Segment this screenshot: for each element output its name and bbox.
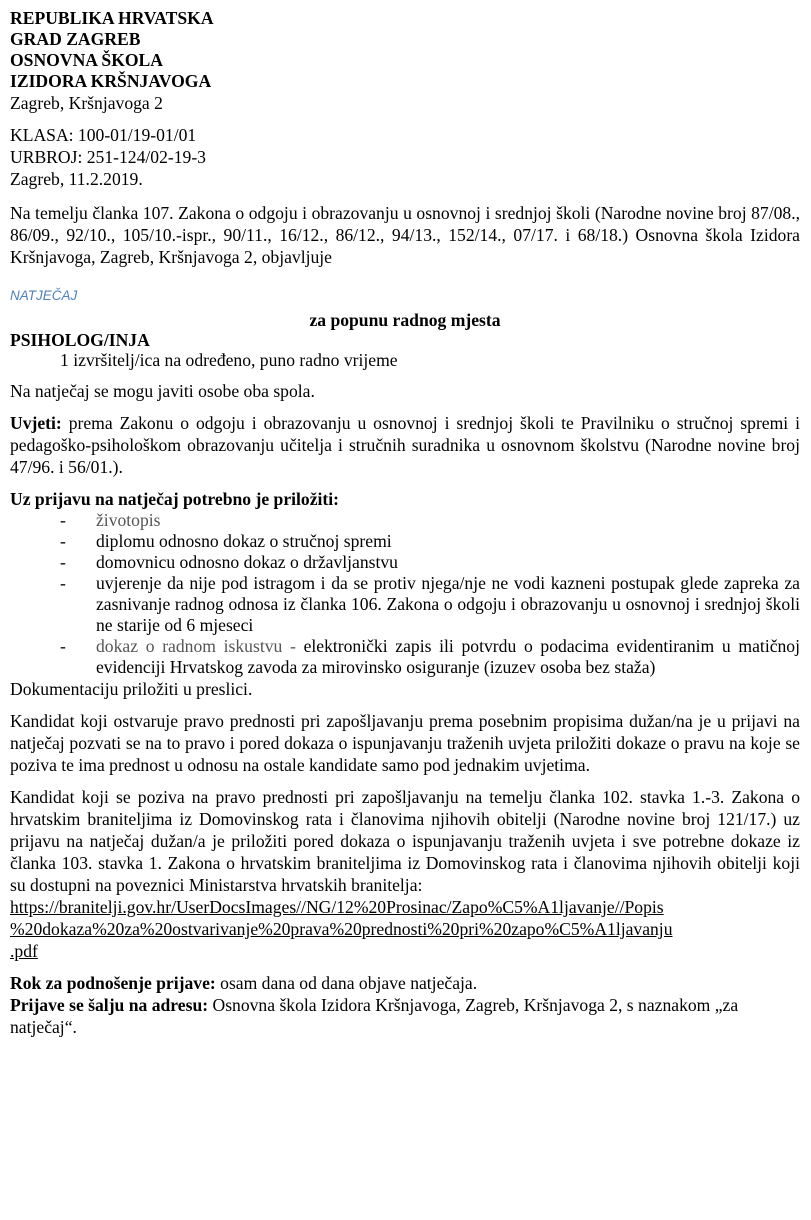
link-line[interactable]: https://branitelji.gov.hr/UserDocsImages//NG/12%20Prosinac/Zapo%C5%A1ljavanje//Popis [10,897,664,917]
deadline-label: Rok za podnošenje prijave: [10,973,216,993]
list-item-text: životopis [96,510,161,530]
dash-bullet: - [60,531,66,551]
list-item [10,531,800,552]
conditions-label: Uvjeti: [10,413,62,433]
list-item-text-gray: dokaz o radnom iskustvu - [96,636,296,656]
position-detail: 1 izvršitelj/ica na određeno, puno radno vrijeme [60,350,398,370]
subtitle: za popunu radnog mjesta [309,310,501,330]
list-item-text: diplomu odnosno dokaz o stručnoj spremi [96,531,392,551]
deadline-text: osam dana od dana objave natječaja. [215,973,478,993]
address-text: Osnovna škola Izidora Kršnjavoga, Zagreb, Kršnjavoga 2, s naznakom „za natječaj“. [10,995,739,1037]
reference-klasa: KLASA: 100-01/19-01/01 [10,125,197,145]
reference-urbroj: URBROJ: 251-124/02-19-3 [10,147,206,167]
address-paragraph [10,994,800,1038]
deadline-line [10,972,800,994]
dash-bullet: - [60,636,66,656]
link-line[interactable]: %20dokaza%20za%20ostvarivanje%20prava%20prednosti%20pri%20zapo%C5%A1ljavanju [10,919,673,939]
list-item-text: domovnicu odnosno dokaz o državljanstvu [96,552,398,572]
header-city: GRAD ZAGREB [10,29,141,49]
list-item [10,636,800,678]
copies-note: Dokumentaciju priložiti u preslici. [10,679,253,699]
reference-date: Zagreb, 11.2.2019. [10,169,143,189]
veterans-paragraph: Kandidat koji se poziva na pravo prednosti pri zapošljavanju na temelju članka 102. stavka 1.-3. Zakona o hrvatskim braniteljima iz Domovinskog rata i članovima njihovih obitelji (Narodne novine broj 121/17.) uz prijavu na natječaj dužan/a je priložiti pored dokaza o ispunjavanju traženih uvjeta i sve potrebne dokaze iz članka 103. stavka 1. Zakona o hrvatskim braniteljima iz Domovinskog rata i članovima njihovih obitelji koji su dostupni na poveznici Ministarstva hrvatskih branitelja: [10,787,800,895]
dash-bullet: - [60,552,66,572]
dash-bullet: - [60,510,66,530]
dash-bullet: - [60,573,66,593]
both-sexes-note: Na natječaj se mogu javiti osobe oba spola. [10,381,315,401]
header-school-type: OSNOVNA ŠKOLA [10,50,163,70]
list-item [10,573,800,636]
conditions-paragraph [10,412,800,478]
natjecaj-label: NATJEČAJ [10,288,78,303]
header-school-name: IZIDORA KRŠNJAVOGA [10,71,212,91]
list-item-text: elektronički zapis ili potvrdu o podacima evidentiranim u matičnoj evidenciji Hrvatskog zavoda za mirovinsko osiguranje (izuzev osoba bez staža) [96,636,800,677]
header-republic: REPUBLIKA HRVATSKA [10,8,214,28]
list-item-text: uvjerenje da nije pod istragom i da se protiv njega/nje ne vodi kazneni postupak glede zapreka za zasnivanje radnog odnosa iz članka 106. Zakona o odgoju i obrazovanju u osnovnoj i srednjoj školi ne starije od 6 mjeseci [96,573,800,635]
priority-paragraph: Kandidat koji ostvaruje pravo prednosti pri zapošljavanju prema posebnim propisima dužan/na je u prijavi na natječaj pozvati se na to pravo i pored dokaza o ispunjavanju traženih uvjeta priložiti dokaze o pravu na koje se poziva te ima prednost u odnosu na ostale kandidate samo pod jednakim uvjetima. [10,711,800,775]
list-item [10,552,800,573]
address-label: Prijave se šalju na adresu: [10,995,209,1015]
list-item [10,510,800,531]
document-page [10,8,800,1038]
reference-block [10,124,800,190]
attachments-heading: Uz prijavu na natječaj potrebno je priložiti: [10,489,340,509]
document-header [10,8,800,114]
intro-paragraph: Na temelju članka 107. Zakona o odgoju i obrazovanju u osnovnoj i srednjoj školi (Narodne novine broj 87/08., 86/09., 92/10., 105/10.-ispr., 90/11., 16/12., 86/12., 94/13., 152/14., 07/17. i 68/18.) Osnovna škola Izidora Kršnjavoga, Zagreb, Kršnjavoga 2, objavljuje [10,203,800,267]
link-line[interactable]: .pdf [10,941,38,961]
conditions-text: prema Zakonu o odgoju i obrazovanju u osnovnoj i srednjoj školi te Pravilniku o stručnoj spremi i pedagoško-psihološkom obrazovanju učitelja i stručnih suradnika u osnovnom školstvu (Narodne novine broj 47/96. i 56/01.). [10,413,800,477]
header-address: Zagreb, Kršnjavoga 2 [10,93,163,113]
position-title: PSIHOLOG/INJA [10,330,150,350]
attachments-list [10,510,800,678]
veterans-link[interactable] [10,896,800,962]
